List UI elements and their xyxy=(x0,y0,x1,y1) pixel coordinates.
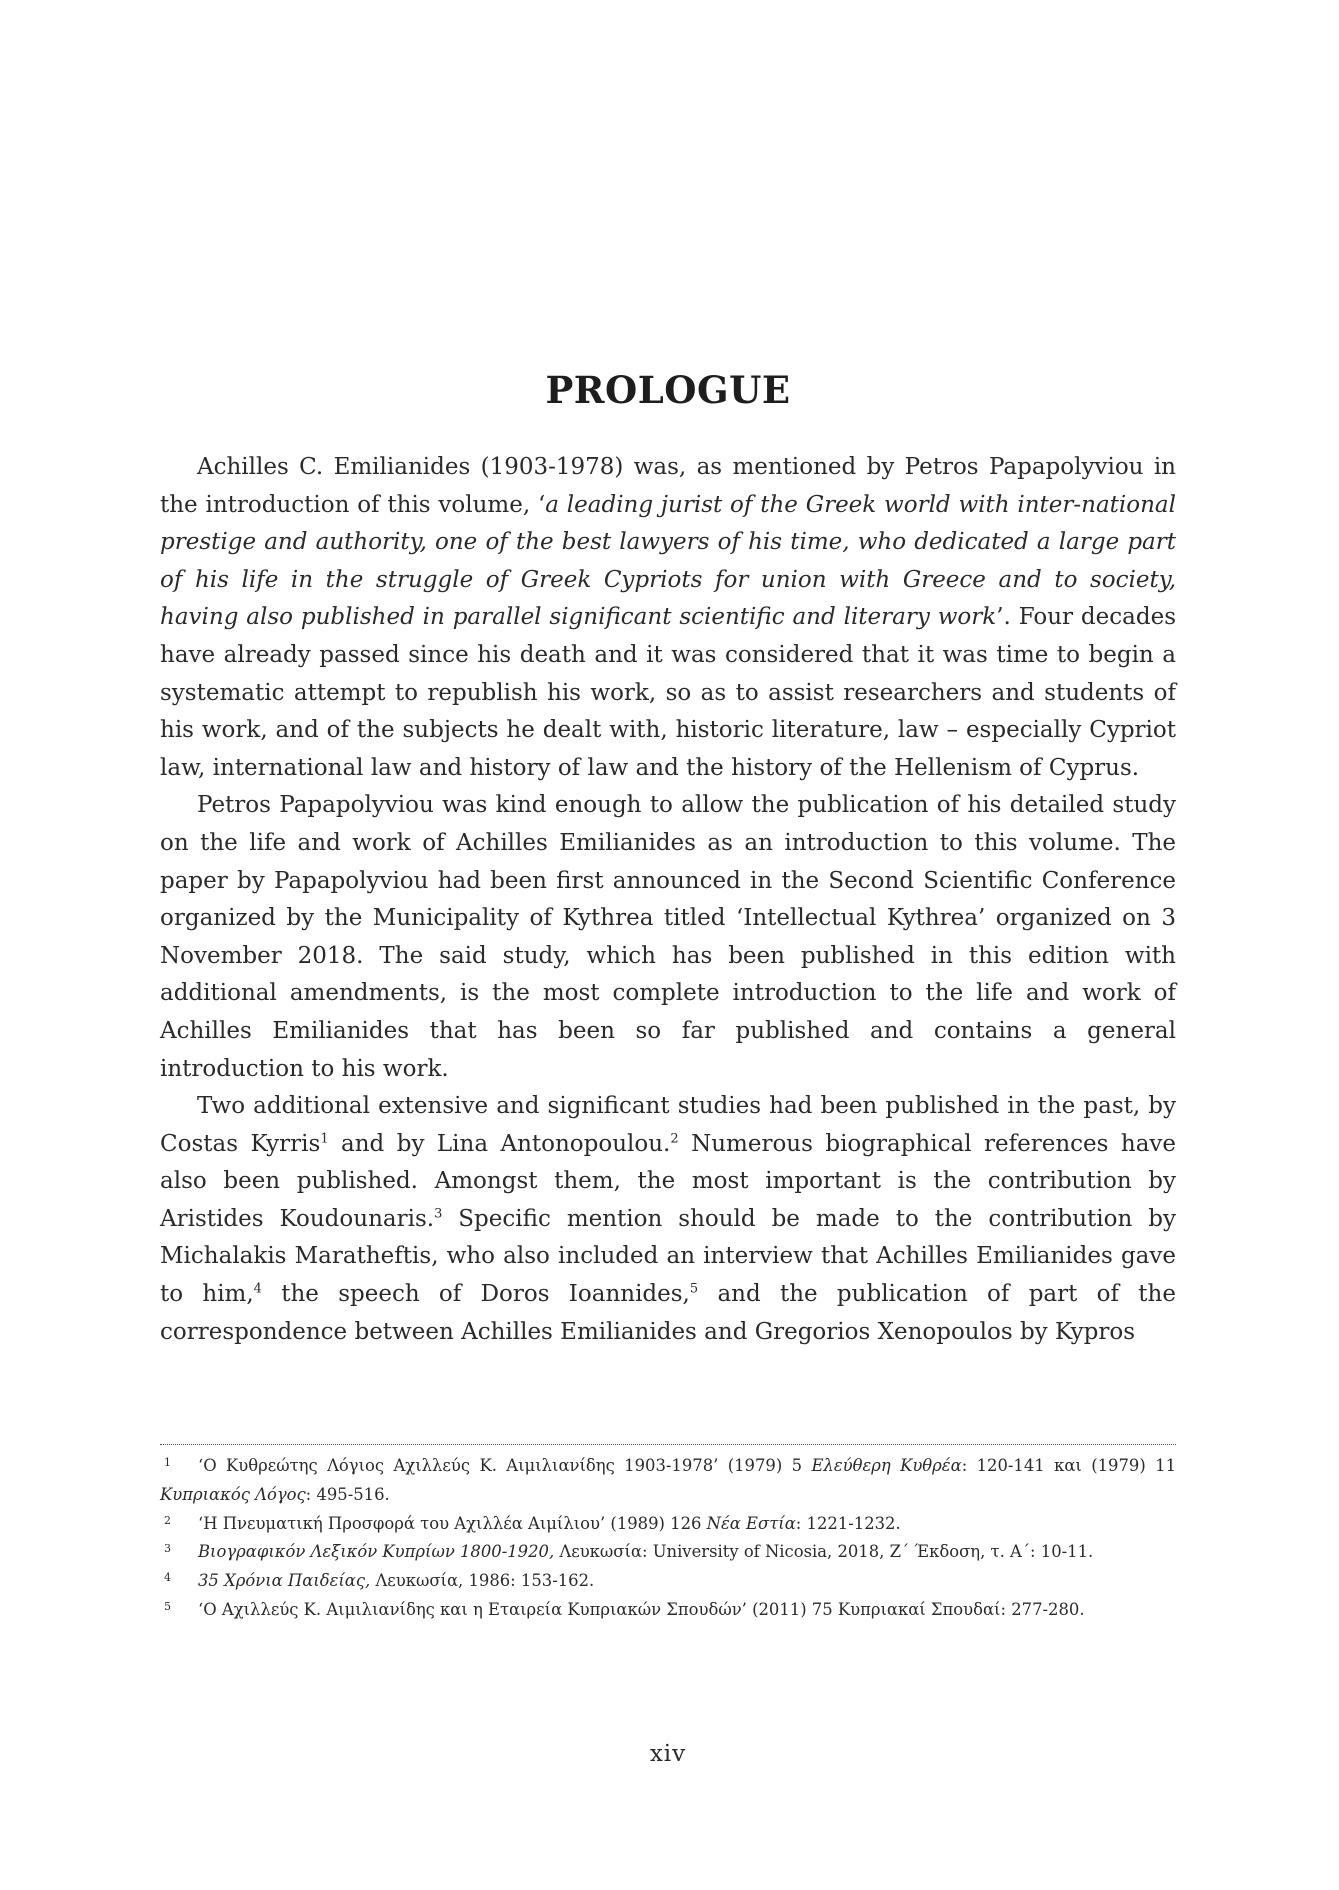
footnote-1 xyxy=(160,1452,1176,1510)
footnote-ref-1[interactable]: 1 xyxy=(320,1131,329,1147)
footnote-number: 3 xyxy=(164,1542,171,1556)
footnote-ref-2[interactable]: 2 xyxy=(670,1131,679,1147)
footnote-title-italic: Βιογραφικόν Λεξικόν Κυπρίων 1800-1920, xyxy=(198,1542,555,1562)
page-number: xiv xyxy=(649,1741,687,1767)
footnote-text xyxy=(198,1514,901,1533)
footnote-text-part: : 495-516. xyxy=(305,1484,390,1504)
footnote-ref-3[interactable]: 3 xyxy=(434,1206,443,1222)
body-text xyxy=(160,449,1176,1351)
footnote-text-part: ‘Ο Αχιλλεύς Κ. Αιμιλιανίδης και η Εταιρεία Κυπριακών Σπουδών’ (2011) 75 Κυπριακαί Σπουδαί: 277-280. xyxy=(198,1599,1085,1619)
footnote-ref-5[interactable]: 5 xyxy=(689,1281,699,1297)
paragraph-3-part-d: Specific mention should be made to the contribution by Michalakis Maratheftis, who also included an interview that Achilles Emilianides gave to him, xyxy=(160,1205,1176,1308)
footnote-title-italic: Νέα Εστία xyxy=(706,1513,796,1533)
paragraph-1-lead: Achilles C. Emilianides (1903-1978) was, as mentioned by Petros Papapolyviou in the introduction of this volume, ‘ xyxy=(160,454,1176,518)
footnote-title-italic: Ελεύθερη Κυθρέα xyxy=(811,1456,962,1475)
paragraph-1-quotation: a leading jurist of the Greek world with inter-national prestige and authority, one of the best lawyers of his time, who dedicated a large part of his life in the struggle of Greek Cypriots for union with Greece and to society, having also published in parallel significant scientific and literary work xyxy=(160,491,1177,631)
footnote-text-part: ‘Ο Κυθρεώτης Λόγιος Αχιλλεύς Κ. Αιμιλιανίδης 1903-1978’ (1979) 5 xyxy=(198,1456,812,1475)
paragraph-2: Petros Papapolyviou was kind enough to allow the publication of his detailed study on the life and work of Achilles Emilianides as an introduction to this volume. The paper by Papapolyviou had been first announced in the Second Scientific Conference organized by the Municipality of Kythrea titled ‘Intellectual Kythrea’ organized on 3 November 2018. The said study, which has been published in this edition with additional amendments, is the most complete introduction to the life and work of Achilles Emilianides that has been so far published and contains a general introduction to his work. xyxy=(160,792,1176,1082)
footnotes xyxy=(160,1452,1176,1625)
book-page xyxy=(160,0,1176,1890)
footnote-text-part: Λευκωσία: University of Nicosia, 2018, Ζ΄ Έκδοση, τ. Α΄: 10-11. xyxy=(554,1542,1094,1562)
footnote-5 xyxy=(160,1596,1176,1625)
footnote-2 xyxy=(160,1510,1176,1539)
footnote-text xyxy=(160,1456,1176,1504)
footnote-3 xyxy=(160,1538,1176,1567)
footnote-number: 1 xyxy=(164,1456,171,1469)
footnote-4 xyxy=(160,1567,1176,1596)
footnote-separator xyxy=(160,1444,1176,1445)
footnote-title-italic: Κυπριακός Λόγος xyxy=(160,1484,306,1504)
footnote-text-part: : 1221-1232. xyxy=(795,1513,901,1533)
footnote-text-part: ‘Η Πνευματική Προσφορά του Αχιλλέα Αιμίλιου’ (1989) 126 xyxy=(198,1513,707,1533)
paragraph-1-rest: ’. Four decades have already passed since his death and it was considered that it was time to begin a systematic attempt to republish his work, so as to assist researchers and students of his work, and of the subjects he dealt with, historic literature, law – especially Cypriot law, international law and history of law and the history of the Hellenism of Cyprus. xyxy=(160,604,1176,781)
paragraph-3-part-e: the speech of Doros Ioannides, xyxy=(261,1281,690,1308)
paragraph-3-part-b: and by Lina Antonopoulou. xyxy=(328,1130,671,1157)
paragraph-3-part-a: Two additional extensive and significant studies had been published in the past, by Costas Kyrris xyxy=(160,1093,1176,1157)
footnote-number: 2 xyxy=(164,1513,171,1527)
footnote-text xyxy=(198,1600,1085,1619)
footnote-text xyxy=(198,1542,1093,1561)
footnote-text-part: Λευκωσία, 1986: 153-162. xyxy=(370,1571,595,1591)
footnote-number: 4 xyxy=(164,1571,171,1585)
paragraph-3-part-f: and the publication of part of the correspondence between Achilles Emilianides and Gregorios Xenopoulos by Kypros xyxy=(160,1281,1176,1345)
footnote-text-part: : 120-141 και (1979) 11 xyxy=(961,1456,1176,1475)
paragraph-1 xyxy=(160,449,1176,787)
footnote-title-italic: 35 Χρόνια Παιδείας, xyxy=(198,1571,371,1591)
footnote-ref-4[interactable]: 4 xyxy=(253,1281,262,1297)
paragraph-3 xyxy=(160,1088,1176,1351)
chapter-title: PROLOGUE xyxy=(545,368,791,412)
footnote-number: 5 xyxy=(164,1599,171,1613)
paragraph-3-part-c: Numerous biographical references have also been published. Amongst them, the most important is the contribution by Aristides Koudounaris. xyxy=(160,1130,1177,1232)
footnote-text xyxy=(198,1571,594,1590)
